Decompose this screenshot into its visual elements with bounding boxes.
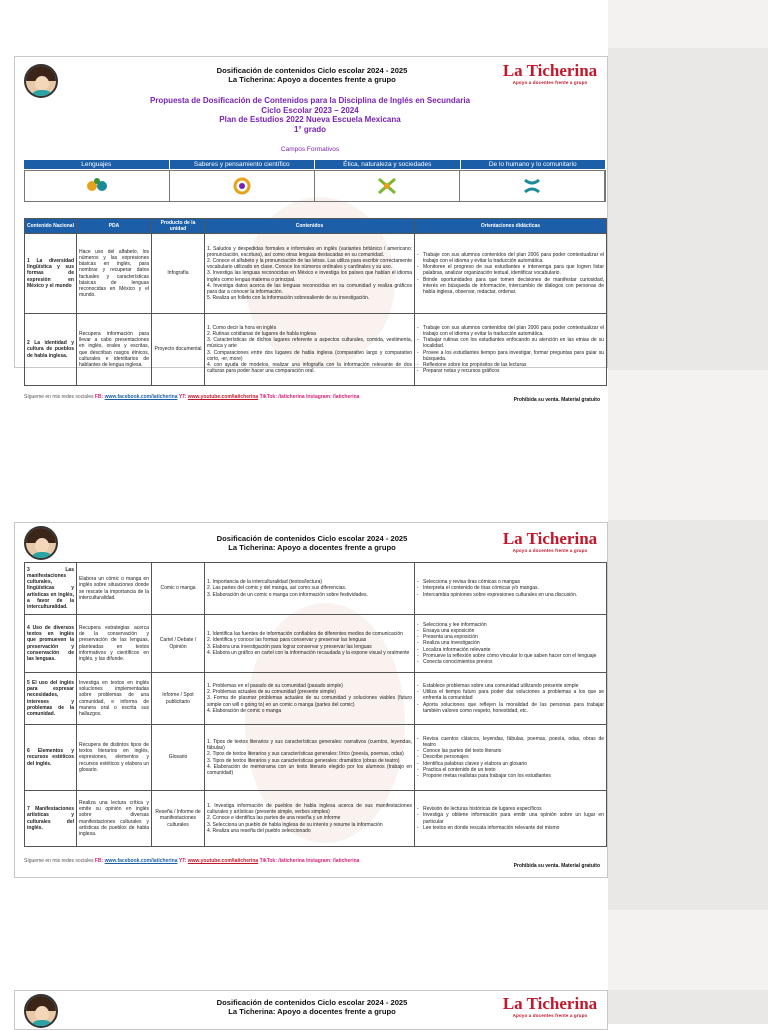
cell-orientaciones: [415, 673, 607, 725]
cell-pda: Recupera información para llevar a cabo presentaciones en inglés, orales y escritas, que describan rasgos étnicos, culturales e identitarios de hablantes de lengua inglesa.: [77, 314, 152, 386]
contenido-item: 1. Identifica las fuentes de información confiables de diferentes medios de comunicación: [207, 631, 403, 638]
cell-contenidos: [205, 791, 415, 847]
cell-orientaciones: [415, 725, 607, 791]
contenido-item: 1. Importancia de la interculturalidad (textos/lectura): [207, 579, 323, 586]
orientacion-item: - Revisión de lecturas históricas de lugares específicos: [417, 806, 604, 812]
cell-contenido: 6 Elementos y recursos estéticos del inglés.: [25, 725, 77, 791]
comment-panel-2: [608, 520, 768, 910]
contenido-item: 2. Rutinas cotidianas de lugares de habla inglesa: [207, 331, 316, 338]
avatar-icon: [24, 64, 58, 98]
cell-contenidos: [205, 314, 415, 386]
orientacion-item: - Identifica palabras claves y elabora un glosario: [417, 761, 604, 767]
orientacion-item: - Trabaje con sus alumnos contenidos del plan 2006 para poder contextualizar el trabajo con el idioma y evitar la traducción automática.: [417, 325, 604, 337]
etica-icon: [315, 171, 460, 201]
campo-etica: Ética, naturaleza y sociedades: [315, 160, 461, 169]
col-contenido: Contenido Nacional: [25, 219, 77, 234]
content-table-2: [24, 562, 607, 847]
cell-contenido: 2 La identidad y cultura de pueblos de habla inglesa.: [25, 314, 77, 386]
table-row: [25, 234, 607, 314]
orientacion-item: - Provee a los estudiantes tiempo para investigar, formar preguntas para guiar su búsqueda.: [417, 350, 604, 362]
contenido-item: 2. Las partes del comic y del manga, así como sus diferencias.: [207, 585, 347, 592]
contenido-item: 1. Tipos de textos literarios y sus características generales: narrativos (cuentos, leyendas, fábulas): [207, 739, 412, 752]
avatar-icon: [24, 994, 58, 1028]
contenido-item: 1. Problemas en el pasado de su comunidad (pasado simple): [207, 683, 343, 690]
cell-pda: Investiga en textos en inglés soluciones implementadas sobre problemas de una comunidad, e informa de manera oral o escrita sus hallazgos.: [77, 673, 152, 725]
contenido-item: 2. Identifica y conoce las formas para conservar y preservar las lenguas: [207, 637, 367, 644]
cell-pda: Hace uso del alfabeto, los números y las expresiones básicas en inglés, para nombrar y recuperar datos factuales y características básicas de lenguas reconocidas en México y el mundo.: [77, 234, 152, 314]
footer-social: Sígueme en mis redes sociales FB: www.facebook.com/laticherina YT: www.youtube.com/laticherina TikTok: /laticherina Instagram: /laticherina: [24, 858, 360, 864]
orientacion-item: - Ensaya una exposición: [417, 628, 604, 634]
cell-producto: Comic o manga: [152, 563, 205, 615]
table-row: [25, 725, 607, 791]
contenido-item: 3. Elaboración de un comic o manga con información sobre festividades.: [207, 591, 368, 598]
table-row: [25, 615, 607, 673]
orientacion-item: - Trabaje con sus alumnos contenidos del plan 2006 para poder contextualizar el trabajo con el idioma y evitar la traducción automática.: [417, 252, 604, 264]
orientacion-item: - Realiza una investigación: [417, 640, 604, 646]
footer-notice: Prohibida su venta. Material gratuito: [513, 863, 600, 869]
contenido-item: 3. Características de dichos lugares referente a aspectos culturales, comida, vestimenta, música y arte: [207, 337, 412, 350]
cell-contenidos: [205, 563, 415, 615]
cell-producto: Proyecto documental: [152, 314, 205, 386]
contenido-item: 4. Investiga datos acerca de las lenguas reconocidas en su comunidad y realiza gráficos para dar a conocer la información.: [207, 282, 412, 295]
contenido-item: 4. Elabora un gráfico en cartel con la información recaudada y la expone visual y oralmente: [207, 649, 410, 656]
col-pda: PDA: [77, 219, 152, 234]
orientacion-item: - Interpreta el contenido de tiras cómicas y/o mangas.: [417, 585, 604, 591]
cell-pda: Realiza una lectura crítica y emite su opinión en inglés sobre diversas manifestaciones culturales y artísticas de pueblos de habla inglesa.: [77, 791, 152, 847]
contenido-item: 1. Como decir la hora en inglés: [207, 325, 277, 332]
orientacion-item: - Promueve la reflexión sobre cómo vincular lo que saben hacer con el lenguaje: [417, 653, 604, 659]
orientacion-item: - Trabajar rutinas con los estudiantes enfocando su atención en las etnias de su localidad.: [417, 337, 604, 349]
col-producto: Producto de la unidad: [152, 219, 205, 234]
campo-humano: De lo humano y lo comunitario: [461, 160, 607, 169]
contenido-item: 4. con ayuda de modelos, realizar una infografía con la información relevante de dos culturas para poder hacer una comparación oral.: [207, 361, 412, 374]
contenido-item: 3. Investiga las lenguas reconocidas en México e investiga los países que hablan el idioma inglés como lengua materna o principal.: [207, 270, 412, 283]
saberes-icon: [170, 171, 315, 201]
page-title: Dosificación de contenidos Ciclo escolar 2024 - 2025 La Ticherina: Apoyo a docentes frente a grupo: [216, 534, 408, 552]
brand-logo: La Ticherina Apoyo a docentes frente a grupo: [502, 61, 598, 85]
cell-producto: Informe / Spot publicitario: [152, 673, 205, 725]
lenguajes-icon: [25, 171, 170, 201]
orientacion-item: - Presenta una exposición: [417, 634, 604, 640]
table-row: [25, 673, 607, 725]
orientacion-item: - Conecta conocimientos previos: [417, 659, 604, 665]
contenido-item: 2. Conoce el alfabeto y la pronunciación de las letras. Las utiliza para escribir correctamente vocabulario utilizado en clase. Conoce los números ordinales y cardinales y su uso.: [207, 258, 412, 271]
cell-orientaciones: [415, 615, 607, 673]
footer-social: Sígueme en mis redes sociales FB: www.facebook.com/laticherina YT: www.youtube.com/laticherina TikTok: /laticherina Instagram: /laticherina: [24, 394, 360, 400]
contenido-item: 1. Saludos y despedidas formales e informales en inglés (variantes británico / americano: pronunciación, escritura), así como otras lenguas destacadas en su comunidad.: [207, 246, 412, 259]
contenido-item: 3. Comparaciones entre dos lugares de habla inglesa (comparativo largo y comparativo corto, -er, more): [207, 349, 412, 362]
orientacion-item: - Revisa cuentos clásicos, leyendas, fábulas, poemas, poesía, odas, obras de teatro: [417, 736, 604, 748]
cell-contenido: 5 El uso del inglés para expresar necesidades, intereses y problemas de la comunidad.: [25, 673, 77, 725]
footer-notice: Prohibida su venta. Material gratuito: [513, 397, 600, 403]
facebook-link[interactable]: www.facebook.com/laticherina: [104, 858, 178, 864]
contenido-item: 3. Elabora una investigación para lograr conservar y preservar las lenguas: [207, 643, 372, 650]
cell-pda: Elabora un cómic o manga en inglés sobre situaciones donde se rescate la importancia de la interculturalidad.: [77, 563, 152, 615]
orientacion-item: - Establece problemas sobre una comunidad utilizando presente simple: [417, 683, 604, 689]
page-title: Dosificación de contenidos Ciclo escolar 2024 - 2025 La Ticherina: Apoyo a docentes frente a grupo: [216, 998, 408, 1016]
contenido-item: 4. Elaboración de memorama con un texto literario elegido por los alumnos (trabajo en comunidad): [207, 763, 412, 776]
campos-icons-row: [24, 170, 606, 202]
comment-panel-1: [608, 48, 768, 370]
table-row: [25, 314, 607, 386]
orientacion-item: - Aporta soluciones que reflejen la moralidad de las personas para trabajar también valores como respeto, honestidad, etc.: [417, 702, 604, 714]
contenido-item: 5. Realiza un folleto con la información sobresaliente de su investigación.: [207, 294, 370, 301]
orientacion-item: - Propone metas realistas para trabajar con los estudiantes: [417, 773, 604, 779]
cell-contenidos: [205, 725, 415, 791]
page-title: Dosificación de contenidos Ciclo escolar 2024 - 2025 La Ticherina: Apoyo a docentes frente a grupo: [216, 66, 408, 84]
comment-panel-3: [608, 990, 768, 1024]
contenido-item: 2. Problemas actuales de su comunidad (presente simple): [207, 689, 336, 696]
contenido-item: 3. Tipos de textos literarios y sus características generales: dramático (obras de teatro): [207, 757, 400, 764]
table-row: [25, 563, 607, 615]
avatar-icon: [24, 526, 58, 560]
cell-contenidos: [205, 615, 415, 673]
orientacion-item: - Reflexione sobre los propósitos de las lecturas: [417, 362, 604, 368]
table-row: [25, 791, 607, 847]
cell-pda: Recupera estrategias acerca de la conservación y preservación de las lenguas, planteadas en textos informativos y científicos en inglés, y las difunde.: [77, 615, 152, 673]
orientacion-item: - Preparar notas y recursos gráficos: [417, 368, 604, 374]
contenido-item: 3. Forma de plasmar problemas actuales de su comunidad y soluciones viables (futuro simple con will o going to) en un comic o manga (partes del comic): [207, 695, 412, 708]
cell-producto: Infografía: [152, 234, 205, 314]
cell-producto: Cartel / Debate / Opinión: [152, 615, 205, 673]
cell-contenido: 3 Las manifestaciones culturales, lingüísticas y artísticas en inglés, a favor de la interculturalidad.: [25, 563, 77, 615]
cell-orientaciones: [415, 234, 607, 314]
campo-saberes: Saberes y pensamiento científico: [170, 160, 316, 169]
cell-contenido: 4 Uso de diversos textos en inglés que promueven la preservación y conservación de las lenguas.: [25, 615, 77, 673]
orientacion-item: - Investiga y obtiene información para emitir una opinión sobre un lugar en particular: [417, 812, 604, 824]
orientacion-item: - Monitoree el progreso de sus estudiantes e intervenga para que logren listar palabras, analizar organización textual, identificar vocabulario.: [417, 264, 604, 276]
orientacion-item: - Lee textos en donde rescata información relevante del mismo: [417, 825, 604, 831]
contenido-item: 1. Investiga información de pueblos de habla inglesa acerca de sus manifestaciones culturales y artísticas (presente simple, verbos simples): [207, 803, 412, 816]
campos-title: Campos Formativos: [280, 146, 340, 153]
cell-contenido: 7 Manifestaciones artísticas y culturales del inglés.: [25, 791, 77, 847]
contenido-item: 2. Tipos de textos literarios y sus características generales: lírico (poesía, poemas, odas): [207, 751, 404, 758]
facebook-link[interactable]: www.facebook.com/laticherina: [104, 394, 178, 400]
proposal-heading: Propuesta de Dosificación de Contenidos para la Disciplina de Inglés en Secundaria Ciclo Escolar 2023 – 2024 Plan de Estudios 2022 Nueva Escuela Mexicana 1° grado: [149, 96, 471, 134]
orientacion-item: - Describe personajes: [417, 754, 604, 760]
orientacion-item: - Intercambia opiniones sobre expresiones culturales en una discusión.: [417, 592, 604, 598]
youtube-link[interactable]: www.youtube.com/laticherina: [187, 394, 259, 400]
youtube-link[interactable]: www.youtube.com/laticherina: [187, 858, 259, 864]
orientacion-item: - Conoce las partes del texto literario: [417, 748, 604, 754]
orientacion-item: - Selecciona y revisa tiras cómicas o mangas: [417, 579, 604, 585]
contenido-item: 4. Elaboración de comic o manga: [207, 707, 282, 714]
orientacion-item: - Selecciona y lee información: [417, 622, 604, 628]
cell-orientaciones: [415, 563, 607, 615]
contenido-item: 2. Conoce e identifica las partes de una reseña y un informe: [207, 815, 341, 822]
orientacion-item: - Brinde oportunidades para que tomen decisiones de manifestar curiosidad, interés en búsqueda de información, intercambio de diálogos con personas de habla inglesa, observar, redactar, ordenar.: [417, 277, 604, 295]
cell-producto: Glosario: [152, 725, 205, 791]
col-orientaciones: Orientaciones didácticas: [415, 219, 607, 234]
orientacion-item: - Utiliza el tiempo futuro para poder dar soluciones a problemas a los que se enfrenta la comunidad: [417, 689, 604, 701]
cell-producto: Reseña / Informe de manifestaciones culturales: [152, 791, 205, 847]
campo-lenguajes: Lenguajes: [24, 160, 170, 169]
cell-contenidos: [205, 673, 415, 725]
orientacion-item: - Practica el contenido de un texto: [417, 767, 604, 773]
orientacion-item: - Localiza información relevante: [417, 647, 604, 653]
cell-contenidos: [205, 234, 415, 314]
col-contenidos: Contenidos: [205, 219, 415, 234]
contenido-item: 4. Realiza una reseña del pueblo seleccionado: [207, 827, 311, 834]
brand-logo: La Ticherina Apoyo a docentes frente a grupo: [502, 529, 598, 553]
content-table-1: [24, 218, 607, 386]
brand-logo: La Ticherina Apoyo a docentes frente a grupo: [502, 994, 598, 1018]
humano-icon: [460, 171, 605, 201]
cell-pda: Recupera de distintos tipos de textos literarios en inglés, expresiones, elementos y recursos estéticos y elabora un glosario.: [77, 725, 152, 791]
cell-orientaciones: [415, 314, 607, 386]
cell-orientaciones: [415, 791, 607, 847]
contenido-item: 3. Selecciona un pueblo de habla inglesa de su interés y resume la información: [207, 821, 383, 828]
cell-contenido: 1 La diversidad lingüística y sus formas de expresión en México y el mundo: [25, 234, 77, 314]
campos-bar: [24, 160, 606, 169]
